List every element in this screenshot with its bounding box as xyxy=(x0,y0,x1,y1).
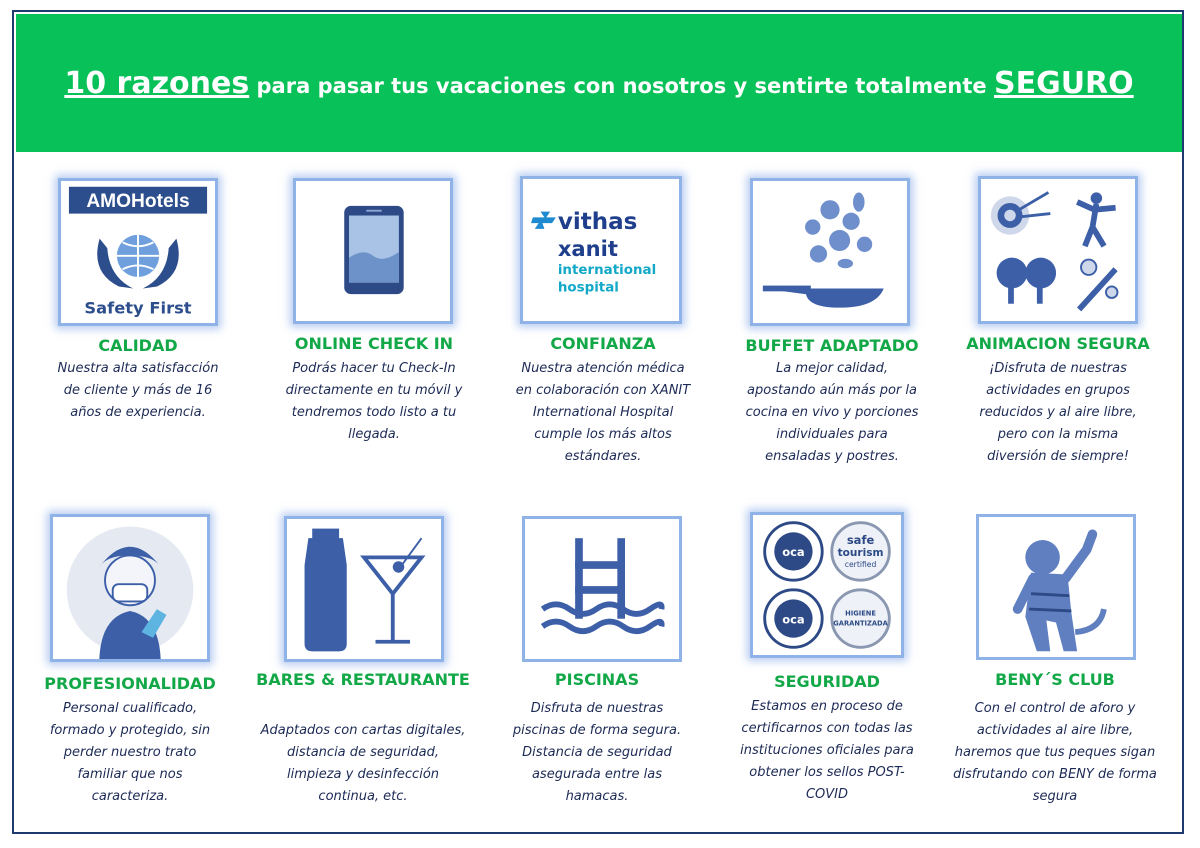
card-title-buffet-adaptado: BUFFET ADAPTADO xyxy=(745,336,919,355)
card-desc-confianza: Nuestra atención médica en colaboración con XANIT International Hospital cumple los más altos estándares. xyxy=(515,361,691,464)
headline-emphasis: SEGURO xyxy=(993,65,1134,101)
sports-activities-icon xyxy=(981,179,1135,321)
staff-tile xyxy=(50,514,210,662)
headline-highlight: 10 razones xyxy=(64,65,250,101)
headline xyxy=(64,66,1133,101)
card-title-confianza: CONFIANZA xyxy=(550,334,656,353)
certification-seals-icon xyxy=(753,515,901,655)
buffet-tile xyxy=(750,178,910,326)
masked-staff-icon xyxy=(53,517,207,659)
card-desc-seguridad: Estamos en proceso de certificarnos con todas las instituciones oficiales para obtener los sellos POST-COVID xyxy=(740,699,914,802)
sports-tile xyxy=(978,176,1138,324)
beny-tile xyxy=(976,514,1136,660)
smartphone-tile xyxy=(293,178,453,324)
oca-seal-text-2: oca xyxy=(782,612,805,627)
card-title-animacion-segura: ANIMACION SEGURA xyxy=(966,334,1150,353)
amo-safety-text: Safety First xyxy=(84,298,192,318)
card-title-online-check-in: ONLINE CHECK IN xyxy=(294,334,454,353)
card-desc-benys-club: Con el control de aforo y actividades al aire libre, haremos que tus peques sigan disfrutando con BENY de forma segura xyxy=(953,701,1157,804)
card-desc-online-check-in: Podrás hacer tu Check-In directamente en tu móvil y tendremos todo listo a tu llegada. xyxy=(285,361,463,442)
seals-tile xyxy=(750,512,904,658)
xanit-text: xanit xyxy=(557,235,618,261)
card-title-benys-club: BENY´S CLUB xyxy=(995,670,1115,689)
beny-tiger-mascot-icon xyxy=(979,517,1133,657)
pool-tile xyxy=(522,516,682,662)
card-desc-bares-restaurante: Adaptados con cartas digitales, distancia de seguridad, limpieza y desinfección continua, etc. xyxy=(260,723,466,804)
higiene-text: HIGIENE xyxy=(845,609,876,618)
hospital-text: hospital xyxy=(557,280,619,296)
card-title-profesionalidad: PROFESIONALIDAD xyxy=(44,674,216,693)
cocktail-icon xyxy=(287,519,441,659)
amo-hotels-safety-first-logo xyxy=(58,178,218,326)
international-text: international xyxy=(557,262,657,278)
pool-ladder-icon xyxy=(525,519,679,659)
card-desc-buffet-adaptado: La mejor calidad, apostando aún más por la cocina en vivo y porciones individuales para ensaladas y postres. xyxy=(745,361,919,464)
safe-tourism-safe: safe xyxy=(846,532,875,547)
amo-logo-text: AMOHotels xyxy=(86,190,190,212)
card-desc-calidad: Nuestra alta satisfacción de cliente y más de 16 años de experiencia. xyxy=(57,361,219,420)
vithas-text: vithas xyxy=(557,208,638,235)
headline-middle: para pasar tus vacaciones con nosotros y sentirte totalmente xyxy=(249,73,994,98)
card-title-bares-restaurante: BARES & RESTAURANTE xyxy=(256,670,470,689)
card-title-seguridad: SEGURIDAD xyxy=(774,672,880,691)
vithas-xanit-logo xyxy=(520,176,682,324)
header-banner xyxy=(16,14,1182,152)
card-title-calidad: CALIDAD xyxy=(98,336,178,355)
frying-pan-icon xyxy=(753,181,907,323)
card-desc-animacion-segura: ¡Disfruta de nuestras actividades en grupos reducidos y al aire libre, pero con la misma diversión de siempre! xyxy=(979,361,1137,464)
card-title-piscinas: PISCINAS xyxy=(554,670,640,689)
safe-tourism-tourism: tourism xyxy=(837,547,884,560)
card-desc-piscinas: Disfruta de nuestras piscinas de forma segura. Distancia de seguridad asegurada entre las hamacas. xyxy=(512,701,682,804)
oca-seal-text-1: oca xyxy=(782,545,805,560)
safe-tourism-certified: certified xyxy=(844,559,877,569)
garantizada-text: GARANTIZADA xyxy=(833,619,888,628)
card-desc-profesionalidad: Personal cualificado, formado y protegido, sin perder nuestro trato familiar que nos caracteriza. xyxy=(49,701,211,804)
smartphone-icon xyxy=(296,181,450,321)
bar-tile xyxy=(284,516,444,662)
